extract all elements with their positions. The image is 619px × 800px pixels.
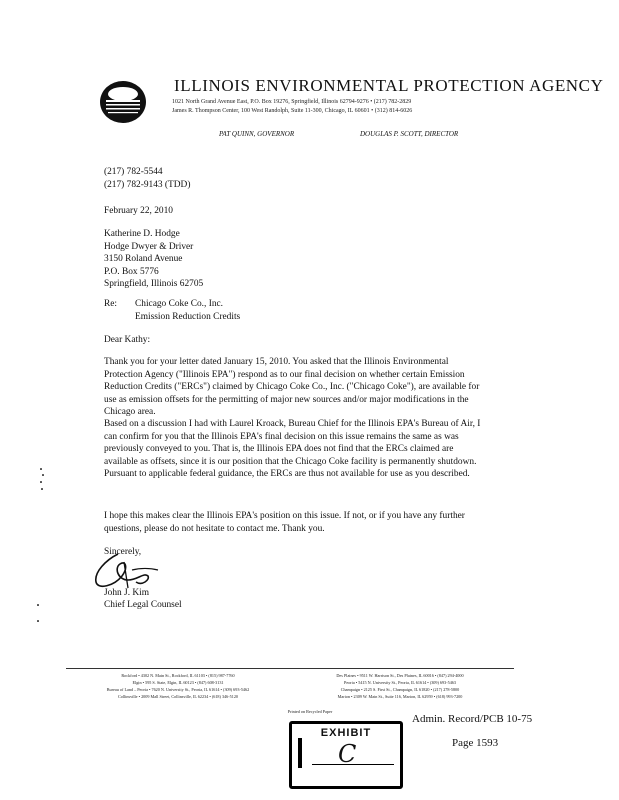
director-name: DOUGLAS P. SCOTT, DIRECTOR: [360, 130, 459, 138]
paragraph-3: I hope this makes clear the Illinois EPA's position on this issue. If not, or if you have any further questions, please do not hesitate to contact me. Thank you.: [104, 511, 465, 534]
recipient-line: Hodge Dwyer & Driver: [104, 241, 194, 252]
recycled-note: Printed on Recycled Paper: [287, 709, 333, 714]
exhibit-label: EXHIBIT: [320, 727, 372, 739]
scan-speck: [41, 488, 43, 490]
exhibit-stamp: [289, 721, 403, 789]
re-line: Emission Reduction Credits: [135, 311, 241, 322]
address-line-2: James R. Thompson Center, 100 West Randolph, Suite 11-300, Chicago, IL 60601 • (312) 814-6026: [172, 108, 413, 114]
scan-speck: [37, 620, 39, 622]
re-subject: [135, 298, 240, 323]
closing: Sincerely,: [104, 547, 142, 557]
footer-office: Bureau of Land – Peoria • 7620 N. University St., Peoria, IL 61614 • (309) 693-5462: [106, 687, 250, 692]
iepa-logo: [98, 78, 148, 126]
recipient-line: Katherine D. Hodge: [104, 229, 180, 239]
phone-main: (217) 782-5544: [104, 167, 163, 177]
footer-office: Marion • 2309 W. Main St., Suite 116, Marion, IL 62959 • (618) 993-7200: [337, 694, 463, 699]
footer-office: Champaign • 2125 S. First St., Champaign, IL 61820 • (217) 278-5800: [340, 687, 460, 692]
paragraph-1: Thank you for your letter dated January 15, 2010. You asked that the Illinois Environmental Protection Agency ("Illinois EPA") respond as to our final decision on whether certain Emission Reduction Credits ("ERCs") claimed by Chicago Coke Co., Inc. ("Chicago Coke"), are available for use as emission offsets for the permitting of major new sources and/or major modifications in the Chicago area.: [104, 357, 480, 417]
re-line: Chicago Coke Co., Inc.: [135, 299, 224, 309]
address-line-1: 1021 North Grand Avenue East, P.O. Box 19276, Springfield, Illinois 62794-9276 • (217) 782-2829: [172, 99, 412, 105]
footer-office: Peoria • 5415 N. University St., Peoria, IL 61614 • (309) 693-5463: [344, 680, 456, 685]
salutation: Dear Kathy:: [104, 335, 151, 345]
phone-tdd: (217) 782-9143 (TDD): [104, 180, 191, 190]
recipient-line: 3150 Roland Avenue: [104, 254, 183, 264]
admin-record: Admin. Record/PCB 10-75: [412, 713, 533, 725]
recipient-address: [104, 228, 203, 291]
recipient-line: Springfield, Illinois 62705: [104, 279, 204, 289]
scan-speck: [37, 604, 39, 606]
re-label: Re:: [104, 299, 118, 309]
footer-right-offices: [290, 672, 510, 700]
signer-name: John J. Kim: [104, 588, 150, 598]
recipient-line: P.O. Box 5776: [104, 266, 159, 277]
scan-speck: [40, 468, 42, 470]
governor-name: PAT QUINN, GOVERNOR: [219, 130, 295, 138]
footer-office: Elgin • 595 S. State, Elgin, IL 60123 • (847) 608-3131: [132, 680, 224, 685]
paragraph-2: Based on a discussion I had with Laurel Kroack, Bureau Chief for the Illinois EPA's Bureau of Air, I can confirm for you that the Illinois EPA's final decision on this issue remains the same as was previously conveyed to you. That is, the Illinois EPA does not find that the ERCs claimed are available as offsets, since it is our position that the Chicago Coke facility is permanently shutdown. Pursuant to applicable federal guidance, the ERCs are thus not available for use as you described.: [104, 419, 481, 479]
signer-title: Chief Legal Counsel: [104, 600, 182, 610]
exhibit-letter: C: [338, 740, 357, 768]
page-label: Page 1593: [452, 737, 499, 749]
footer-office: Rockford • 4302 N. Main St., Rockford, IL 61103 • (815) 987-7760: [121, 673, 235, 678]
footer-left-offices: [68, 672, 288, 700]
scan-speck: [40, 481, 42, 483]
scan-speck: [42, 474, 44, 476]
tab-marker: [298, 738, 302, 768]
footer-office: Des Plaines • 9511 W. Harrison St., Des Plaines, IL 60016 • (847) 294-4000: [336, 673, 464, 678]
footer-divider: [66, 668, 514, 669]
footer-office: Collinsville • 2009 Mall Street, Collinsville, IL 62234 • (618) 346-5120: [117, 694, 239, 699]
agency-name: ILLINOIS ENVIRONMENTAL PROTECTION AGENCY: [174, 76, 604, 95]
letter-date: February 22, 2010: [104, 206, 173, 216]
